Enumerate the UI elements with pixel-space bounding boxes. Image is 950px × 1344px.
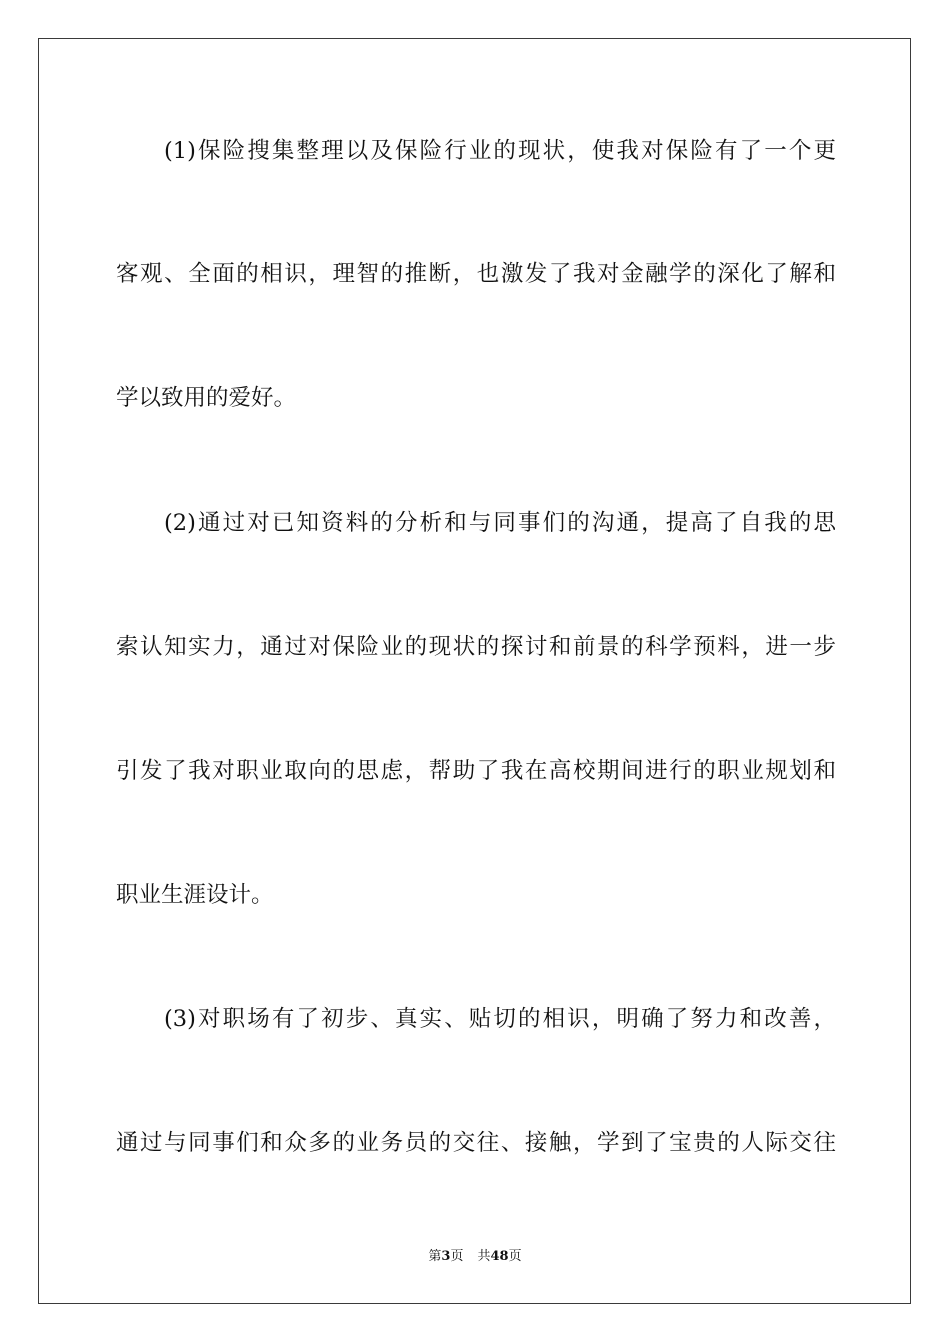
paragraph-3-line-2: 通过与同事们和众多的业务员的交往、接触，学到了宝贵的人际交往 [116, 1130, 836, 1156]
paragraph-1-line-3: 学以致用的爱好。 [116, 385, 297, 411]
footer-page-suffix: 页 [450, 1249, 464, 1264]
paragraph-1-line-2: 客观、全面的相识，理智的推断，也激发了我对金融学的深化了解和 [116, 261, 836, 287]
paragraph-2-line-4: 职业生涯设计。 [116, 882, 274, 908]
page-border [38, 38, 911, 1304]
footer-total-suffix: 页 [508, 1249, 522, 1264]
paragraph-2-line-2: 索认知实力，通过对保险业的现状的探讨和前景的科学预料，进一步 [116, 634, 836, 660]
paragraph-2-line-1: (2)通过对已知资料的分析和与同事们的沟通，提高了自我的思 [164, 510, 836, 536]
footer-page-prefix: 第 [428, 1249, 442, 1264]
page-footer [0, 1245, 950, 1264]
paragraph-1-line-1: (1)保险搜集整理以及保险行业的现状，使我对保险有了一个更 [164, 138, 836, 164]
paragraph-2-line-3: 引发了我对职业取向的思虑，帮助了我在高校期间进行的职业规划和 [116, 758, 836, 784]
footer-page-number: 3 [441, 1249, 451, 1264]
footer-total-number: 48 [490, 1249, 509, 1264]
footer-total-prefix: 共 [477, 1249, 491, 1264]
paragraph-3-line-1: (3)对职场有了初步、真实、贴切的相识，明确了努力和改善， [164, 1006, 836, 1032]
